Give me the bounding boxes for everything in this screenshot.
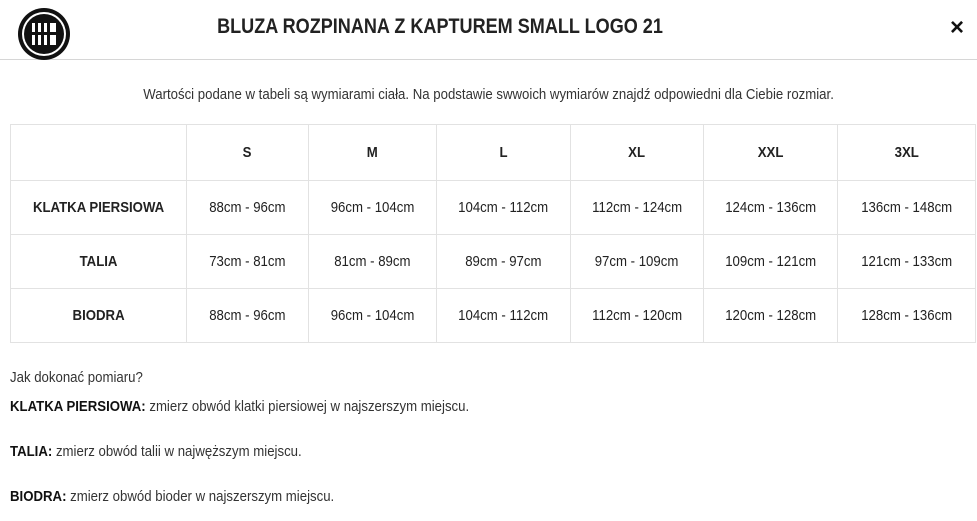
table-cell: 128cm - 136cm: [838, 289, 976, 343]
table-cell: 112cm - 124cm: [571, 181, 704, 235]
table-cell: 73cm - 81cm: [187, 235, 309, 289]
measure-hint-hips: [10, 488, 378, 505]
measure-hint-waist: [10, 443, 341, 460]
table-header-cell: L: [437, 125, 571, 181]
hint-text: zmierz obwód bioder w najszerszym miejscu.: [66, 488, 335, 505]
table-cell: 109cm - 121cm: [704, 235, 838, 289]
table-row: [11, 289, 976, 343]
measure-hint-chest: [10, 398, 532, 415]
hint-text: zmierz obwód klatki piersiowej w najszerszym miejscu.: [145, 398, 470, 415]
table-cell: 96cm - 104cm: [309, 181, 437, 235]
table-row: [11, 181, 976, 235]
row-label: BIODRA: [11, 289, 187, 343]
hint-term: KLATKA PIERSIOWA:: [10, 398, 146, 415]
table-cell: 97cm - 109cm: [571, 235, 704, 289]
table-header-cell: 3XL: [838, 125, 976, 181]
hint-text: zmierz obwód talii w najwęższym miejscu.: [52, 443, 302, 460]
table-cell: 121cm - 133cm: [838, 235, 976, 289]
size-table: [10, 124, 976, 343]
table-cell: 104cm - 112cm: [437, 289, 571, 343]
modal-header: [0, 0, 977, 60]
table-cell: 89cm - 97cm: [437, 235, 571, 289]
table-cell: 120cm - 128cm: [704, 289, 838, 343]
modal-title: BLUZA ROZPINANA Z KAPTUREM SMALL LOGO 21: [217, 15, 663, 38]
table-cell: 136cm - 148cm: [838, 181, 976, 235]
table-header-row: [11, 125, 976, 181]
howto-question: Jak dokonać pomiaru?: [10, 369, 143, 386]
table-header-cell: S: [187, 125, 309, 181]
table-cell: 81cm - 89cm: [309, 235, 437, 289]
howto-heading: [10, 369, 161, 386]
table-cell: 104cm - 112cm: [437, 181, 571, 235]
hint-term: TALIA:: [10, 443, 53, 460]
table-cell: 112cm - 120cm: [571, 289, 704, 343]
table-header-cell: XXL: [704, 125, 838, 181]
row-label: KLATKA PIERSIOWA: [11, 181, 187, 235]
table-cell: 96cm - 104cm: [309, 289, 437, 343]
table-cell: 88cm - 96cm: [187, 289, 309, 343]
close-icon[interactable]: ×: [949, 14, 964, 41]
row-label: TALIA: [11, 235, 187, 289]
table-header-cell: M: [309, 125, 437, 181]
intro-text: Wartości podane w tabeli są wymiarami ciała. Na podstawie swwoich wymiarów znajdź odpowiedni dla Ciebie rozmiar.: [143, 86, 834, 103]
table-cell: 88cm - 96cm: [187, 181, 309, 235]
table-row: [11, 235, 976, 289]
table-header-cell: XL: [571, 125, 704, 181]
hint-term: BIODRA:: [10, 488, 67, 505]
table-cell: 124cm - 136cm: [704, 181, 838, 235]
table-header-cell: [11, 125, 187, 181]
